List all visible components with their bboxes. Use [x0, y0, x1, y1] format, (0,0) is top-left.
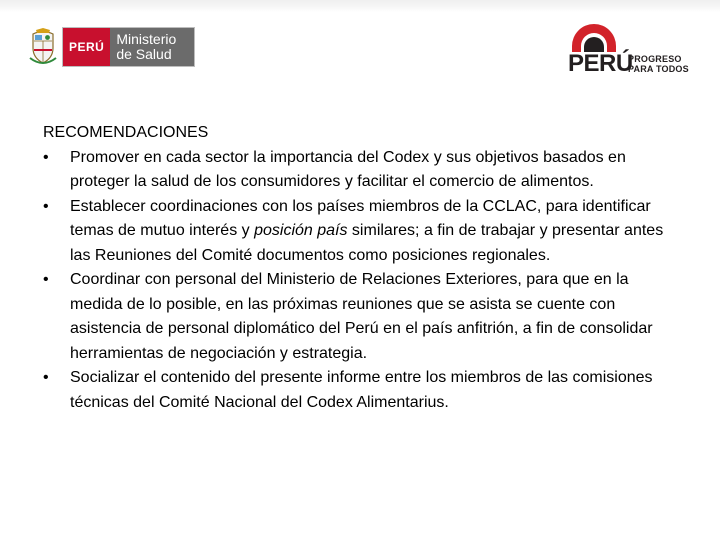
bullet-icon: • [43, 369, 49, 386]
ministerio-line2: de Salud [116, 46, 172, 62]
ministerio-logo [28, 28, 195, 66]
slide-content [43, 121, 683, 415]
recommendations-list [43, 146, 683, 416]
list-item-text: Socializar el contenido del presente informe entre los miembros de las comisiones técnicas del Comité Nacional del Codex Alimentarius. [70, 369, 653, 411]
list-item [43, 195, 683, 269]
list-item-text: Coordinar con personal del Ministerio de Relaciones Exteriores, para que en la medida de lo posible, en las próximas reuniones que se asista se cuente con asistencia de personal diplomático del Perú en el país anfitrión, a fin de consolidar herramientas de negociación y estrategia. [70, 271, 653, 362]
peru-word: PERÚ [568, 50, 633, 77]
list-item-text-start: Establecer coordinaciones con los países miembros de la CCLAC, para identificar temas de mutuo interés y [70, 197, 651, 239]
coat-of-arms-icon [28, 28, 58, 66]
ministerio-line1: Ministerio [116, 31, 177, 47]
bullet-icon: • [43, 271, 49, 288]
list-item-emphasis: posición país [254, 222, 348, 239]
list-item [43, 146, 683, 195]
list-item [43, 268, 683, 366]
ministerio-wordmark [62, 27, 195, 67]
tagline-line2: PARA TODOS [628, 64, 689, 74]
list-item-text [70, 198, 663, 264]
bullet-icon: • [43, 197, 49, 215]
bullet-icon: • [43, 148, 49, 166]
section-heading: RECOMENDACIONES [43, 124, 209, 141]
ministerio-name [110, 28, 194, 66]
top-stripe [0, 0, 720, 12]
tagline-line1: PROGRESO [628, 54, 682, 64]
progreso-tagline [628, 54, 689, 74]
peru-label: PERÚ [63, 28, 110, 66]
list-item-text-end: similares; a fin de trabajar y presentar antes las Reuniones del Comité documentos como posiciones regionales. [70, 222, 664, 264]
peru-progreso-logo [566, 24, 696, 77]
list-item [43, 366, 683, 415]
list-item-text: Promover en cada sector la importancia del Codex y sus objetivos basados en proteger la salud de los consumidores y facilitar el comercio de alimentos. [70, 148, 626, 190]
